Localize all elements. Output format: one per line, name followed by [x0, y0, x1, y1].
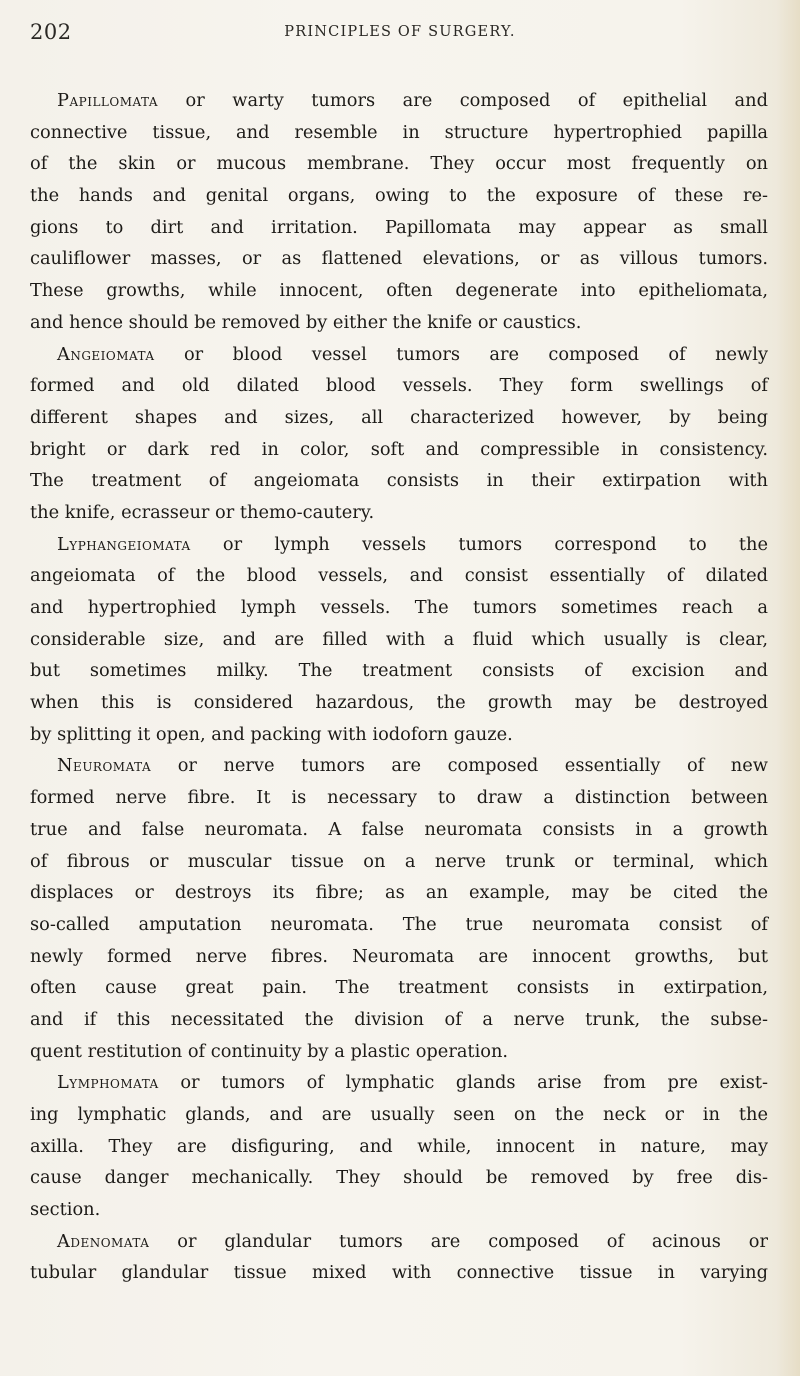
text-line: Lymphomata or tumors of lymphatic glands arise from pre exist- — [57, 1072, 769, 1094]
term-angeiomata: Angeiomata — [57, 343, 155, 365]
body-text — [30, 85, 768, 1289]
text-line: the knife, ecrasseur or themo-cautery. — [30, 501, 375, 523]
text-line: Angeiomata or blood vessel tumors are composed of newly — [57, 343, 768, 365]
term-adenomata: Adenomata — [57, 1230, 150, 1252]
term-lymphomata: Lymphomata — [57, 1072, 159, 1094]
paragraph-papillomata — [30, 85, 768, 339]
text-line: newly formed nerve fibres. Neuromata are innocent growths, but — [30, 945, 768, 967]
text-line: Lyphangeiomata or lymph vessels tumors correspond to the — [57, 533, 768, 555]
text-line: bright or dark red in color, soft and compressible in consistency. — [30, 438, 768, 460]
text-line: Papillomata or warty tumors are composed of epithelial and — [57, 90, 768, 111]
text-line: often cause great pain. The treatment consists in extirpation, — [30, 977, 768, 999]
text-line: ing lymphatic glands, and are usually seen on the neck or in the — [30, 1104, 768, 1125]
paragraph-angeiomata — [30, 339, 768, 529]
term-papillomata: Papillomata — [57, 90, 159, 111]
text-line: considerable size, and are filled with a fluid which usually is clear, — [30, 628, 768, 650]
text-line: of fibrous or muscular tissue on a nerve trunk or terminal, which — [30, 850, 768, 872]
text-line: These growths, while innocent, often degenerate into epitheliomata, — [30, 280, 768, 302]
text-line: different shapes and sizes, all characterized however, by being — [30, 406, 768, 428]
text-line: true and false neuromata. A false neuromata consists in a growth — [30, 818, 768, 840]
paragraph-lyphangeiomata — [30, 529, 768, 751]
page-header — [30, 20, 770, 46]
term-lyphangeiomata: Lyphangeiomata — [57, 533, 191, 555]
text-line: quent restitution of continuity by a plastic operation. — [30, 1040, 509, 1062]
running-title: PRINCIPLES OF SURGERY. — [284, 24, 516, 40]
text-line: of the skin or mucous membrane. They occur most frequently on — [30, 153, 768, 175]
text-line: gions to dirt and irritation. Papillomata may appear as small — [30, 216, 768, 238]
paragraph-adenomata — [30, 1226, 768, 1289]
page-number: 202 — [30, 20, 72, 44]
text-line: formed and old dilated blood vessels. They form swellings of — [30, 375, 768, 397]
term-neuromata: Neuromata — [57, 755, 152, 777]
text-line: tubular glandular tissue mixed with connective tissue in varying — [30, 1262, 768, 1284]
paragraph-lymphomata — [30, 1067, 768, 1225]
text-line: the hands and genital organs, owing to the exposure of these re- — [30, 185, 768, 207]
text-line: cauliflower masses, or as flattened elevations, or as villous tumors. — [30, 248, 768, 270]
text-line: axilla. They are disfiguring, and while, innocent in nature, may — [30, 1135, 768, 1157]
text-line: by splitting it open, and packing with iodoforn gauze. — [30, 723, 513, 745]
text-line: angeiomata of the blood vessels, and consist essentially of dilated — [30, 565, 768, 587]
text-line: when this is considered hazardous, the growth may be destroyed — [30, 692, 768, 714]
text-line: and if this necessitated the division of a nerve trunk, the subse- — [30, 1008, 768, 1030]
text-line: Adenomata or glandular tumors are composed of acinous or — [57, 1230, 769, 1252]
text-line: displaces or destroys its fibre; as an example, may be cited the — [30, 882, 768, 904]
text-line: The treatment of angeiomata consists in their extirpation with — [30, 470, 768, 492]
text-line: Neuromata or nerve tumors are composed essentially of new — [57, 755, 768, 777]
text-line: and hence should be removed by either the knife or caustics. — [30, 311, 582, 333]
text-line: connective tissue, and resemble in structure hypertrophied papilla — [30, 121, 768, 143]
text-line: section. — [30, 1199, 101, 1221]
text-line: cause danger mechanically. They should be removed by free dis- — [30, 1167, 768, 1189]
text-line: so-called amputation neuromata. The true neuromata consist of — [30, 913, 768, 935]
text-line: formed nerve fibre. It is necessary to draw a distinction between — [30, 787, 768, 809]
paragraph-neuromata — [30, 750, 768, 1067]
text-line: but sometimes milky. The treatment consists of excision and — [30, 660, 768, 682]
text-line: and hypertrophied lymph vessels. The tumors sometimes reach a — [30, 597, 768, 618]
